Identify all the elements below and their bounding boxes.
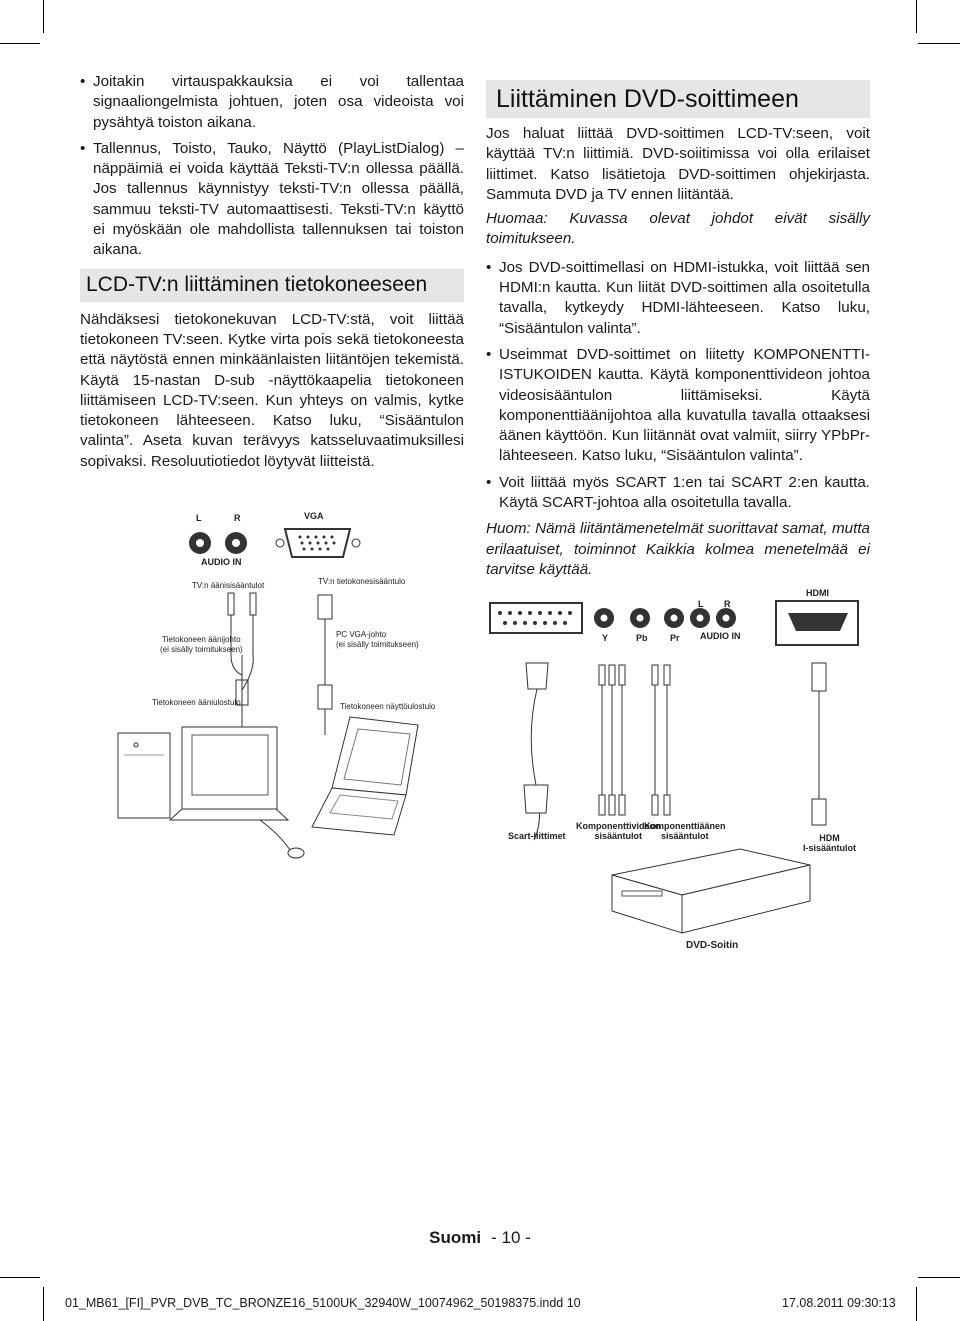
label-hdmi-input: HDM I-sisääntulot — [803, 833, 857, 853]
left-column — [80, 72, 464, 476]
crop-mark — [43, 1287, 44, 1321]
label-r: R — [234, 513, 241, 523]
label-y: Y — [602, 633, 609, 643]
dvd-intro-text: Jos haluat liittää DVD-soittimen LCD-TV:seen, voit käyttää TV:n liittimiä. DVD-soiitimissa voi olla erilaiset liittimet. Katso lisätietoja DVD-soittimen ohjekirjasta. Sammuta DVD ja TV ennen liitäntää. — [486, 125, 870, 203]
pc-diagram-graphic — [100, 505, 470, 865]
print-slug-date: 17.08.2011 09:30:13 — [782, 1296, 896, 1310]
label-tv-audio-input: TV:n äänisisääntulot — [192, 581, 265, 590]
dvd-note-2: Huom: Nämä liitäntämenetelmät suorittavat samat, mutta erilaatuiset, toiminnot Kaikkia kolmea menetelmää ei tarvitse käyttää. — [486, 520, 870, 578]
component-jacks — [594, 608, 736, 628]
dvd-connection-diagram — [486, 585, 870, 960]
label-pr: Pr — [670, 633, 680, 643]
bullet-item: • Useimmat DVD-soittimet on liitetty KOMPONENTTI-ISTUKOIDEN kautta. Käytä komponenttivideon johtoa videosisääntulon liittämiseksi. Käytä komponenttiäänijohtoa alla kuvatulla tavalla ottaaksesi äänen käyttöön. Kun liitännät ovat valmiit, siirry YPbPr-lähteeseen. Katso luku, “Sisääntulon valinta”. — [486, 345, 870, 467]
pc-connection-diagram — [100, 505, 470, 865]
dvd-note: Huomaa: Kuvassa olevat johdot eivät sisälly toimitukseen. — [486, 210, 870, 248]
page-footer — [0, 1228, 960, 1248]
left-bullet-list — [80, 72, 464, 261]
crop-mark — [43, 0, 44, 33]
crop-mark — [916, 1287, 917, 1321]
label-hdmi: HDMI — [806, 588, 829, 598]
section-heading-dvd: Liittäminen DVD-soittimeen — [486, 80, 870, 118]
label-pc-display-output: Tietokoneen näyttöulostulo — [340, 702, 436, 711]
label-audio-in: AUDIO IN — [700, 631, 741, 641]
label-audio-in: AUDIO IN — [201, 557, 242, 567]
bullet-item: • Voit liittää myös SCART 1:en tai SCART 2:en kautta. Käytä SCART-johtoa alla osoitetulla tavalla. — [486, 473, 870, 514]
crop-mark — [0, 43, 40, 44]
footer-language: Suomi — [429, 1228, 482, 1247]
bullet-item: • Joitakin virtauspakkauksia ei voi tallentaa signaaliongelmista johtuen, joten osa videoista voi pysähtyä toiston aikana. — [80, 72, 464, 133]
crop-mark — [916, 0, 917, 33]
scart-port — [490, 603, 582, 633]
label-scart-inputs: Scart-liittimet — [508, 831, 566, 841]
bullet-item: • Tallennus, Toisto, Tauko, Näyttö (PlayListDialog) –näppäimiä ei voida käyttää Teksti-TV:n ollessa päällä. Jos tallennus käynnistyy teksti-TV:n ollessa päällä, sammuu teksti-TV automaattisesti. Teksti-TV:n käyttö ei myöskään ole mahdollista tallennuksen tai toiston aikana. — [80, 139, 464, 261]
label-component-audio: Komponenttiäänen sisääntulot — [644, 821, 726, 841]
pc-body-text: Nähdäksesi tietokonekuvan LCD-TV:stä, voit liittää tietokoneen TV:seen. Kytke virta pois sekä tietokoneesta että näytöstä ennen minkäänlaisten liitäntöjen tekemistä. Käytä 15-nastan D-sub -näyttökaapelia tietokoneen liittämiseen LCD-TV:seen. Kun yhteys on valmis, kytke tietokoneen lähteeseen. Katso luku, “Sisääntulon valinta”. Aseta kuvan terävyys katsseluvaatimuksillesi sopivaksi. Resoluutiotiedot löytyvät liitteistä. — [80, 310, 464, 470]
label-r: R — [724, 599, 731, 609]
section-heading-pc: LCD-TV:n liittäminen tietokoneeseen — [80, 269, 464, 302]
print-slug-file: 01_MB61_[FI]_PVR_DVB_TC_BRONZE16_5100UK_32940W_10074962_50198375.indd 10 — [65, 1296, 581, 1310]
right-bullet-list — [486, 258, 870, 514]
label-pc-vga-cable: PC VGA-johto (ei sisälly toimitukseen) — [336, 630, 419, 649]
bullet-item: • Jos DVD-soittimellasi on HDMI-istukka, voit liittää sen HDMI:n kautta. Kun liität DVD-soittimen alla osoitetulla tavalla, kytkeydy HDMI-lähteeseen. Katso luku, “Sisääntulon valinta”. — [486, 258, 870, 339]
label-l: L — [698, 599, 704, 609]
label-tv-pc-input: TV:n tietokonesisääntulo — [318, 577, 406, 586]
crop-mark — [918, 1277, 960, 1278]
label-dvd-player: DVD-Soitin — [686, 940, 739, 951]
label-l: L — [196, 513, 202, 523]
crop-mark — [918, 43, 960, 44]
label-vga: VGA — [304, 511, 324, 521]
label-component-video: Komponenttivideon sisääntulot — [576, 821, 661, 841]
hdmi-port — [788, 613, 848, 631]
crop-mark — [0, 1277, 40, 1278]
label-pc-audio-cable: Tietokoneen äänijohto (ei sisälly toimitukseen) — [160, 635, 243, 654]
label-pb: Pb — [636, 633, 648, 643]
right-column — [486, 80, 870, 584]
page-number: - 10 - — [491, 1228, 531, 1247]
label-pc-audio-output: Tietokoneen ääniulostulo — [152, 698, 241, 707]
